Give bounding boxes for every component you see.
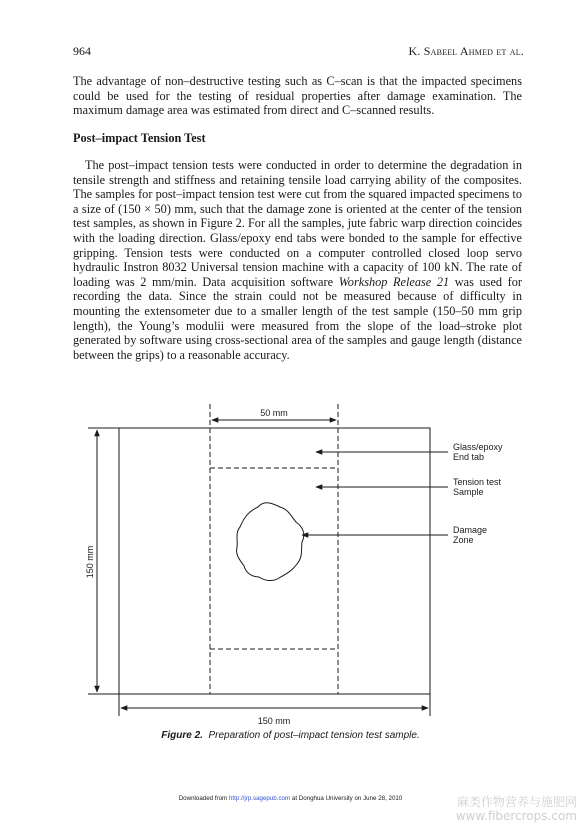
damage-zone-shape bbox=[237, 503, 304, 581]
download-link[interactable]: http://jrp.sagepub.com bbox=[228, 795, 291, 802]
watermark-line2: www.fibercrops.com bbox=[455, 809, 577, 823]
figure-caption-label: Figure 2. bbox=[161, 730, 203, 741]
paragraph-text-part2: was used for recording the data. Since the strain could not be measured because of difficulty in mounting the extensometer due to a smaller length of the test sample (150–50 mm grip length), the Young’s modulii were measured from the slope of the load–stroke plot generated by software using cross-sectional area of the samples and gauge length (distance between the grips) to a reasonable accuracy. bbox=[73, 274, 523, 362]
paragraph-ndt: The advantage of non–destructive testing such as C–scan is that the impacted specimens could be used for the testing of residual properties after damage examination. The maximum damage area was estimated from direct and C–scanned results. bbox=[73, 74, 522, 118]
label-damage-zone-line2: Zone bbox=[453, 535, 474, 545]
dimension-label-150mm-horizontal: 150 mm bbox=[257, 716, 291, 726]
figure-caption-text: Preparation of post–impact tension test sample. bbox=[208, 730, 420, 741]
section-heading: Post–impact Tension Test bbox=[73, 131, 206, 145]
label-damage-zone-line1: Damage bbox=[453, 525, 488, 535]
running-head: K. Sabeel Ahmed et al. bbox=[408, 44, 524, 58]
dimension-label-50mm: 50 mm bbox=[260, 408, 288, 418]
software-name: Workshop Release 21 bbox=[338, 274, 450, 289]
label-tension-sample-line1: Tension test bbox=[453, 477, 502, 487]
label-tension-sample-line2: Sample bbox=[453, 487, 484, 497]
watermark-line1: 麻类作物营养与施肥网 bbox=[456, 795, 577, 809]
watermark bbox=[0, 795, 581, 823]
dimension-label-150mm-vertical: 150 mm bbox=[85, 545, 95, 579]
label-end-tab-line2: End tab bbox=[453, 452, 485, 462]
figure-caption bbox=[0, 730, 581, 741]
label-end-tab-line1: Glass/epoxy bbox=[453, 442, 503, 452]
download-notice-prefix: Downloaded from bbox=[178, 795, 229, 802]
download-notice-suffix: at Donghua University on June 28, 2010 bbox=[290, 795, 403, 802]
paragraph-text-part1: The post–impact tension tests were conducted in order to determine the degradation in tensile strength and stiffness and retaining tensile load carrying ability of the composites. The samples for post–impact tension test were cut from the squared impacted specimens to a size of (150 × 50) mm, such that the damage zone is oriented at the center of the tension test samples, as shown in Figure 2. For all the samples, jute fabric warp direction coincides with the loading direction. Glass/epoxy end tabs were bonded to the sample for effective gripping. Tension tests were conducted on a computer controlled closed loop servo hydraulic Instron 8032 Universal tension machine with a capacity of 100 kN. The rate of loading was 2 mm/min. Data acquisition software bbox=[73, 158, 522, 289]
page-number: 964 bbox=[73, 44, 91, 58]
